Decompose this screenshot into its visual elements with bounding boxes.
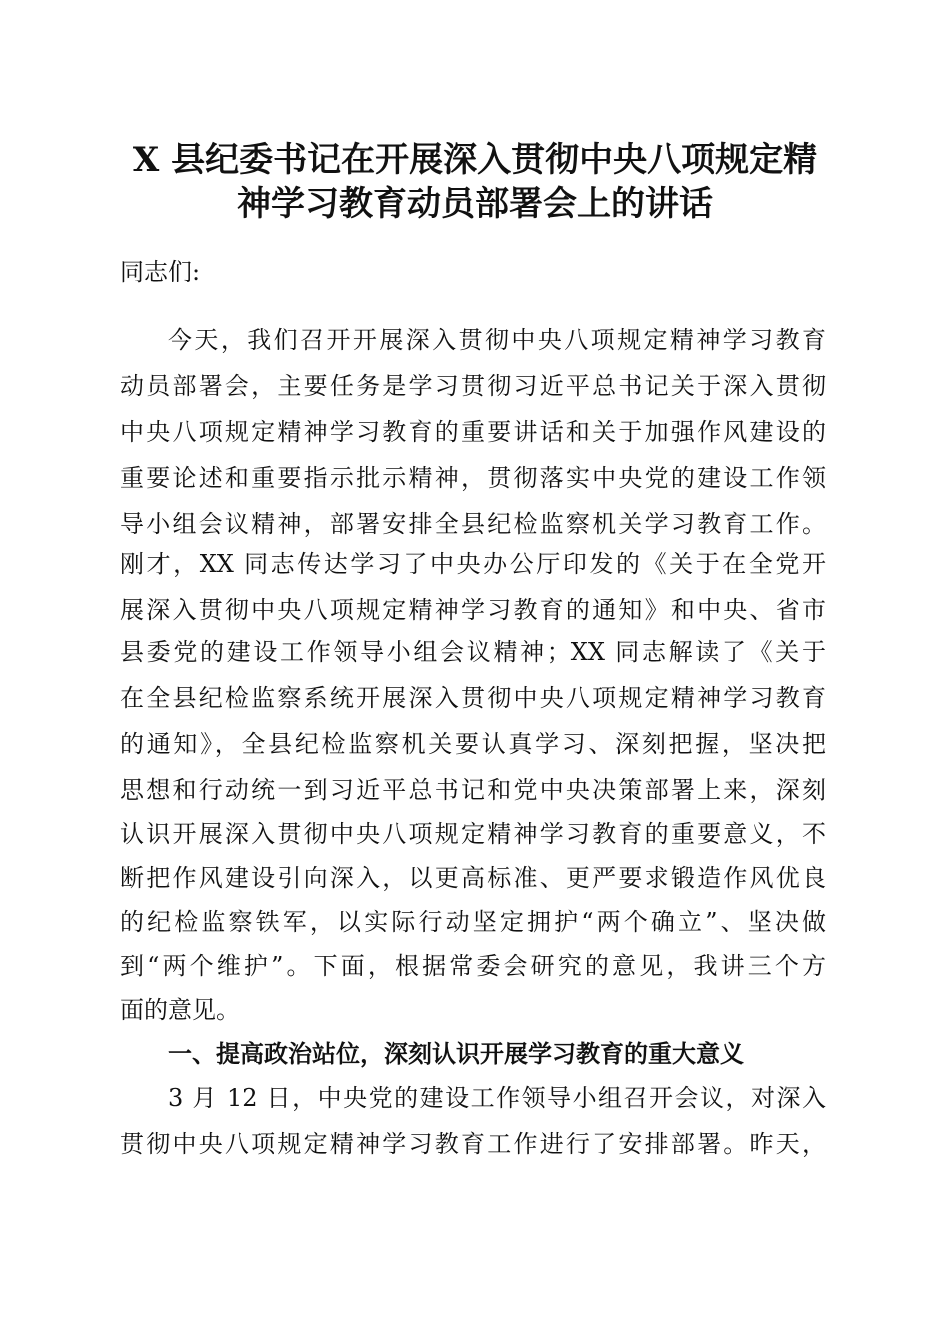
paragraph-line: 重要论述和重要指示批示精神，贯彻落实中央党的建设工作领 (120, 464, 826, 492)
paragraph-line: 导小组会议精神，部署安排全县纪检监察机关学习教育工作。 (120, 510, 826, 538)
paragraph-line: 断把作风建设引向深入，以更高标准、更严要求锻造作风优良 (120, 864, 826, 892)
paragraph-line: 面的意见。 (120, 996, 240, 1024)
paragraph-line: 认识开展深入贯彻中央八项规定精神学习教育的重要意义，不 (120, 820, 826, 848)
salutation: 同志们: (120, 258, 201, 286)
paragraph-line: 思想和行动统一到习近平总书记和党中央决策部署上来，深刻 (120, 776, 826, 804)
paragraph-line: 的纪检监察铁军，以实际行动坚定拥护“两个确立”、坚决做 (120, 908, 826, 936)
paragraph-line: 中央八项规定精神学习教育的重要讲话和关于加强作风建设的 (120, 418, 826, 446)
paragraph-line: 县委党的建设工作领导小组会议精神；XX 同志解读了《关于 (120, 638, 826, 666)
paragraph-line: 3 月 12 日，中央党的建设工作领导小组召开会议，对深入 (168, 1084, 826, 1112)
paragraph-line: 贯彻中央八项规定精神学习教育工作进行了安排部署。昨天， (120, 1130, 826, 1158)
paragraph-line: 在全县纪检监察系统开展深入贯彻中央八项规定精神学习教育 (120, 684, 826, 712)
paragraph-line: 展深入贯彻中央八项规定精神学习教育的通知》和中央、省市 (120, 596, 826, 624)
paragraph-line: 到“两个维护”。下面，根据常委会研究的意见，我讲三个方 (120, 952, 826, 980)
paragraph-line: 动员部署会，主要任务是学习贯彻习近平总书记关于深入贯彻 (120, 372, 826, 400)
document-title-line-2: 神学习教育动员部署会上的讲话 (237, 184, 713, 224)
section-heading: 一、提高政治站位，深刻认识开展学习教育的重大意义 (168, 1040, 744, 1068)
paragraph-line: 的通知》，全县纪检监察机关要认真学习、深刻把握，坚决把 (120, 730, 826, 758)
document-title-line-1: X 县纪委书记在开展深入贯彻中央八项规定精 (132, 140, 818, 180)
paragraph-line: 刚才，XX 同志传达学习了中央办公厅印发的《关于在全党开 (120, 550, 826, 578)
paragraph-line: 今天，我们召开开展深入贯彻中央八项规定精神学习教育 (168, 326, 826, 354)
